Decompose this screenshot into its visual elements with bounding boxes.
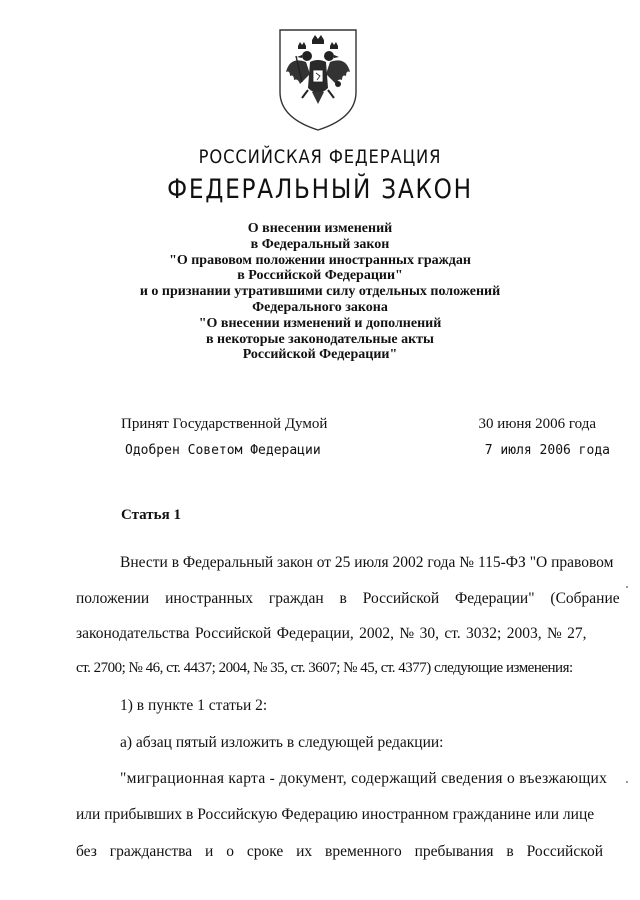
- council-approval-date: 7 июля 2006 года: [484, 443, 610, 458]
- article-paragraph-line: положении иностранных граждан в Российской Федерации" (Собрание: [76, 590, 620, 607]
- subtitle-line: "О правовом положении иностранных граждан: [169, 252, 471, 268]
- article-title: Статья 1: [121, 507, 181, 523]
- article-paragraph-line: 1) в пункте 1 статьи 2:: [120, 697, 268, 714]
- scan-speck: [626, 781, 628, 783]
- coat-of-arms-emblem: [276, 26, 360, 132]
- article-paragraph-line: "миграционная карта - документ, содержащий сведения о въезжающих: [120, 770, 608, 787]
- article-paragraph-line: а) абзац пятый изложить в следующей редакции:: [120, 734, 444, 751]
- subtitle-line: Федерального закона: [252, 299, 388, 315]
- duma-adoption-label: Принят Государственной Думой: [121, 416, 328, 432]
- subtitle-line: Российской Федерации": [242, 347, 398, 363]
- country-heading: РОССИЙСКАЯ ФЕДЕРАЦИЯ: [198, 146, 442, 168]
- subtitle-line: в Российской Федерации": [237, 268, 403, 284]
- subtitle-line: в Федеральный закон: [250, 236, 390, 252]
- duma-adoption-date: 30 июня 2006 года: [478, 416, 596, 432]
- document-type-heading: ФЕДЕРАЛЬНЫЙ ЗАКОН: [167, 174, 473, 205]
- council-approval-label: Одобрен Советом Федерации: [125, 443, 321, 458]
- article-paragraph-line: ст. 2700; № 46, ст. 4437; 2004, № 35, ст. 3607; № 45, ст. 4377) следующие изменения:: [76, 660, 573, 676]
- article-paragraph-line: законодательства Российской Федерации, 2002, № 30, ст. 3032; 2003, № 27,: [76, 625, 587, 642]
- subtitle-line: "О внесении изменений и дополнений: [198, 315, 442, 331]
- law-subtitle: [0, 221, 640, 363]
- article-paragraph-line: Внести в Федеральный закон от 25 июля 2002 года № 115-ФЗ "О правовом: [120, 554, 614, 571]
- scan-speck: [626, 586, 628, 588]
- article-paragraph-line: или прибывших в Российскую Федерацию иностранном гражданине или лице: [76, 806, 595, 823]
- article-paragraph-line: без гражданства и о сроке их временного пребывания в Российской: [76, 843, 603, 860]
- subtitle-line: О внесении изменений: [247, 221, 393, 236]
- subtitle-line: в некоторые законодательные акты: [206, 331, 434, 347]
- subtitle-line: и о признании утратившими силу отдельных положений: [139, 284, 501, 300]
